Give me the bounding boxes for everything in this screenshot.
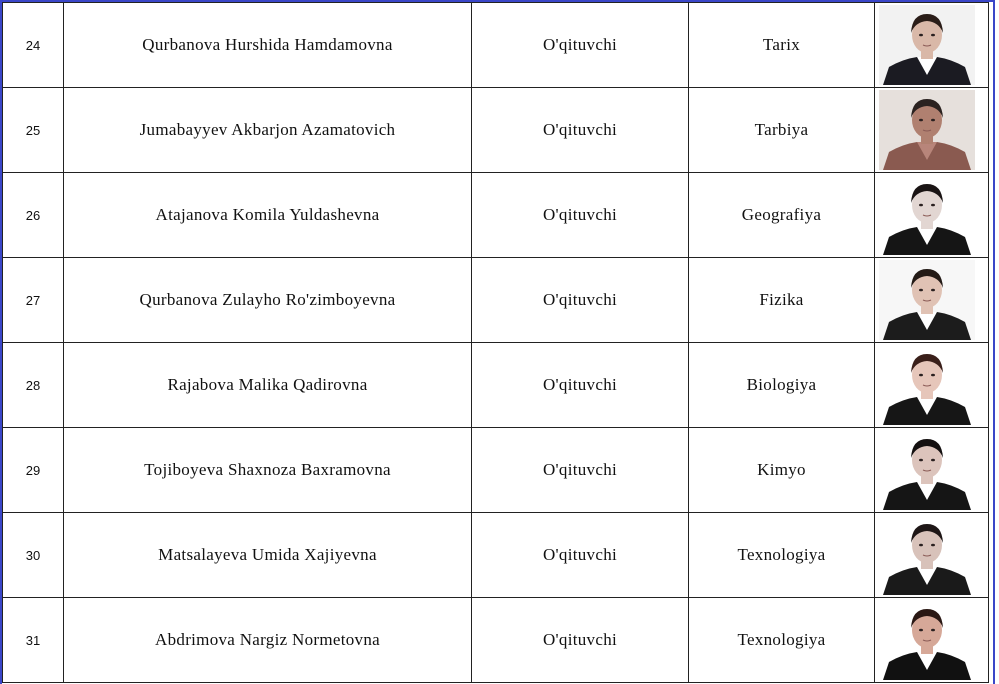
subject: Biologiya (689, 343, 875, 428)
position: O'qituvchi (472, 173, 689, 258)
photo-cell (875, 428, 989, 513)
photo-cell (875, 3, 989, 88)
subject: Geografiya (689, 173, 875, 258)
full-name: Atajanova Komila Yuldashevna (64, 173, 472, 258)
portrait-image (879, 175, 975, 255)
full-name: Jumabayyev Akbarjon Azamatovich (64, 88, 472, 173)
position: O'qituvchi (472, 513, 689, 598)
subject: Tarix (689, 3, 875, 88)
photo-cell (875, 513, 989, 598)
position: O'qituvchi (472, 258, 689, 343)
portrait-image (879, 515, 975, 595)
portrait-image (879, 600, 975, 680)
row-number: 26 (3, 173, 64, 258)
photo-cell (875, 343, 989, 428)
photo-cell (875, 258, 989, 343)
portrait-image (879, 345, 975, 425)
row-number: 24 (3, 3, 64, 88)
table-row (3, 598, 989, 683)
portrait-image (879, 430, 975, 510)
photo-cell (875, 88, 989, 173)
teacher-photo (879, 175, 975, 255)
full-name: Matsalayeva Umida Xajiyevna (64, 513, 472, 598)
teacher-photo (879, 430, 975, 510)
table-row (3, 88, 989, 173)
full-name: Rajabova Malika Qadirovna (64, 343, 472, 428)
table-row (3, 343, 989, 428)
full-name: Qurbanova Zulayho Ro'zimboyevna (64, 258, 472, 343)
row-number: 28 (3, 343, 64, 428)
position: O'qituvchi (472, 598, 689, 683)
position: O'qituvchi (472, 343, 689, 428)
teacher-photo (879, 515, 975, 595)
portrait-image (879, 90, 975, 170)
portrait-image (879, 5, 975, 85)
photo-cell (875, 598, 989, 683)
subject: Fizika (689, 258, 875, 343)
row-number: 29 (3, 428, 64, 513)
staff-table-body (3, 3, 989, 683)
full-name: Tojiboyeva Shaxnoza Baxramovna (64, 428, 472, 513)
row-number: 30 (3, 513, 64, 598)
table-row (3, 258, 989, 343)
teacher-photo (879, 260, 975, 340)
position: O'qituvchi (472, 88, 689, 173)
full-name: Abdrimova Nargiz Normetovna (64, 598, 472, 683)
table-row (3, 513, 989, 598)
table-row (3, 3, 989, 88)
teacher-photo (879, 600, 975, 680)
teacher-photo (879, 345, 975, 425)
table-row (3, 428, 989, 513)
position: O'qituvchi (472, 428, 689, 513)
subject: Kimyo (689, 428, 875, 513)
teacher-photo (879, 90, 975, 170)
photo-cell (875, 173, 989, 258)
full-name: Qurbanova Hurshida Hamdamovna (64, 3, 472, 88)
teacher-photo (879, 5, 975, 85)
portrait-image (879, 260, 975, 340)
table-row (3, 173, 989, 258)
position: O'qituvchi (472, 3, 689, 88)
row-number: 27 (3, 258, 64, 343)
subject: Tarbiya (689, 88, 875, 173)
staff-table (2, 2, 989, 683)
subject: Texnologiya (689, 513, 875, 598)
subject: Texnologiya (689, 598, 875, 683)
row-number: 25 (3, 88, 64, 173)
row-number: 31 (3, 598, 64, 683)
page-edge (995, 0, 999, 684)
